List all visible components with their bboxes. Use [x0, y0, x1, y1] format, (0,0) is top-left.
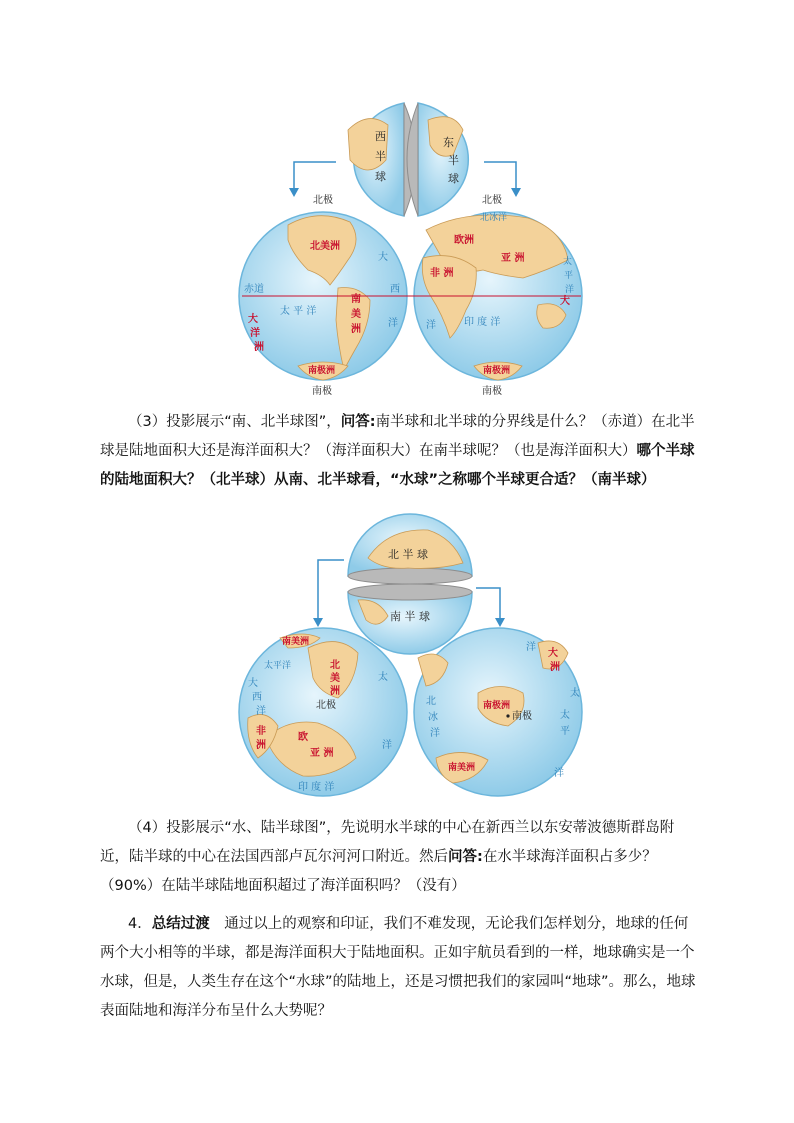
- pacific-left-label-2: 太: [378, 672, 388, 683]
- right-arrow-2: [476, 588, 500, 620]
- left-arrow: [294, 162, 336, 190]
- paragraph-3-seg-3: 南半球和北半球的分界线是什么？（赤道）在北半球是陆地面积大还是海洋面积大？（海洋面积大）在南半球呢？（也是海洋面积大）: [100, 414, 695, 459]
- left-arrow-head-2: [313, 618, 323, 627]
- south-pole-label-right: 南极: [482, 386, 502, 397]
- paragraph-3: [100, 408, 698, 495]
- paragraph-3-seg-2: 问答:: [340, 414, 376, 430]
- south-america-label-3: 洲: [351, 324, 361, 335]
- summary-number: 4．: [128, 916, 152, 932]
- indian-ocean-label: 印 度 洋: [464, 317, 501, 328]
- north-hemisphere-cut: [348, 568, 472, 584]
- africa-label-2b: 洲: [256, 740, 266, 751]
- africa-label: 非 洲: [430, 268, 454, 279]
- right-arrow: [484, 162, 516, 190]
- paragraph-4-seg-2: 问答:: [448, 849, 483, 865]
- equator-label: 赤道: [244, 284, 264, 295]
- south-hemisphere-label: 南 半 球: [390, 610, 430, 623]
- atlantic-left-label-2: 西: [390, 284, 400, 295]
- paragraph-4-seg-3: 在水半球海洋面积占多少？（90%）在陆半球陆地面积超过了海洋面积吗？（没有）: [100, 849, 657, 894]
- west-label-1: 西: [375, 130, 386, 143]
- south-america-label-right-2: 南美洲: [448, 763, 476, 773]
- pacific-right-label-2b: 平: [560, 726, 570, 737]
- south-america-label-1: 南: [351, 294, 361, 305]
- europe-label: 欧洲: [454, 235, 474, 246]
- summary-text: 通过以上的观察和印证，我们不难发现，无论我们怎样划分，地球的任何两个大小相等的半球，都是海洋面积大于陆地面积。正如宇航员看到的一样，地球确实是一个水球，但是，人类生存在这个“水球”的陆地上，还是习惯把我们的家园叫“地球”。那么，地球表面陆地和海洋分布呈什么大势呢？: [100, 916, 696, 1019]
- summary-heading: 总结过渡: [151, 916, 210, 932]
- oceania-label: 大: [560, 296, 570, 307]
- hemisphere-figure-2: [238, 508, 583, 800]
- antarctica-right-label: 南极洲: [483, 366, 511, 376]
- paragraph-summary: [100, 910, 698, 1026]
- pacific-right-label-2a: 太: [560, 710, 570, 721]
- north-pole-label-right: 北极: [482, 195, 502, 206]
- north-pole-label-left: 北极: [313, 195, 333, 206]
- paragraph-4: [100, 814, 698, 901]
- west-label-2: 半: [375, 150, 386, 163]
- paragraph-3-number: （3）: [128, 414, 167, 430]
- oceania-label-2b: 洲: [550, 662, 560, 673]
- oceania-left-label-3: 洲: [254, 342, 264, 353]
- south-pole-dot: [506, 714, 509, 717]
- arctic-label-2a: 北: [426, 696, 436, 707]
- africa-label-2a: 非: [256, 726, 266, 737]
- pacific-ocean-label: 太 平 洋: [280, 306, 317, 317]
- south-pole-label-left: 南极: [312, 386, 332, 397]
- paragraph-4-seg-1: 投影展示“水、陆半球图”，先说明水半球的中心在新西兰以东安蒂波德斯群岛附近，陆半球的中心在法国西部卢瓦尔河河口附近。然后: [100, 820, 675, 865]
- north-america-label: 北美洲: [310, 241, 340, 252]
- europe-label-2: 欧: [298, 732, 308, 743]
- hemisphere-figure-1: [238, 100, 583, 398]
- atlantic-label-2b: 西: [252, 692, 262, 703]
- ocean-left-label-2: 太平洋: [264, 661, 292, 671]
- north-america-label-2c: 洲: [330, 686, 340, 697]
- west-label-3: 球: [375, 170, 386, 183]
- asia-label: 亚 洲: [501, 253, 525, 264]
- right-arrow-head-2: [495, 618, 505, 627]
- north-america-label-2b: 美: [330, 673, 340, 684]
- arctic-label-2c: 洋: [430, 728, 440, 739]
- ocean-bottom-right-label-2: 洋: [382, 740, 392, 751]
- asia-label-2: 亚 洲: [310, 748, 334, 759]
- atlantic-left-label-1: 大: [378, 252, 388, 263]
- ocean-small-label-1: 洋: [426, 320, 436, 331]
- ocean-small-label-4: 太: [563, 257, 573, 267]
- left-arrow-head: [289, 188, 299, 197]
- right-arrow-head: [511, 188, 521, 197]
- north-america-label-2a: 北: [330, 660, 340, 671]
- atlantic-label-2c: 洋: [256, 706, 266, 717]
- ocean-small-label-3: 洋: [565, 285, 575, 295]
- antarctica-left-label: 南极洲: [308, 366, 336, 376]
- left-arrow-2: [318, 560, 344, 620]
- antarctica-label-2: 南极洲: [483, 701, 511, 711]
- north-pole-label-2: 北极: [316, 700, 336, 711]
- atlantic-label-2a: 大: [248, 678, 258, 689]
- paragraph-4-number: （4）: [128, 820, 167, 836]
- south-pole-label-2: 南极: [512, 711, 532, 722]
- paragraph-3-seg-1: 投影展示“南、北半球图”，: [166, 414, 341, 430]
- arctic-label-2b: 冰: [428, 712, 438, 723]
- ocean-right-label-2a: 洋: [526, 642, 536, 653]
- arctic-ocean-label: 北冰洋: [480, 213, 508, 223]
- east-label-3: 球: [448, 172, 459, 185]
- east-label-1: 东: [443, 136, 454, 149]
- indian-ocean-label-2: 印 度 洋: [298, 782, 335, 793]
- ocean-right-label-2b: 太: [570, 688, 580, 699]
- atlantic-left-label-3: 洋: [388, 318, 398, 329]
- south-america-label-2: 美: [351, 309, 361, 320]
- oceania-label-2a: 大: [548, 648, 558, 659]
- south-america-label-left-2: 南美洲: [282, 637, 310, 647]
- south-hemisphere-cut: [348, 584, 472, 600]
- ocean-small-label-2: 平: [564, 271, 574, 281]
- oceania-left-label-1: 大: [248, 314, 258, 325]
- paragraph-3-seg-4: 哪个半球的陆地面积大？（北半球）从南、北半球看，“水球”之称哪个半球更合适？（南半球）: [100, 443, 695, 488]
- pacific-right-label-2c: 洋: [554, 768, 564, 779]
- oceania-left-label-2: 洋: [250, 328, 260, 339]
- east-label-2: 半: [448, 154, 459, 167]
- north-hemisphere-label: 北 半 球: [388, 548, 428, 561]
